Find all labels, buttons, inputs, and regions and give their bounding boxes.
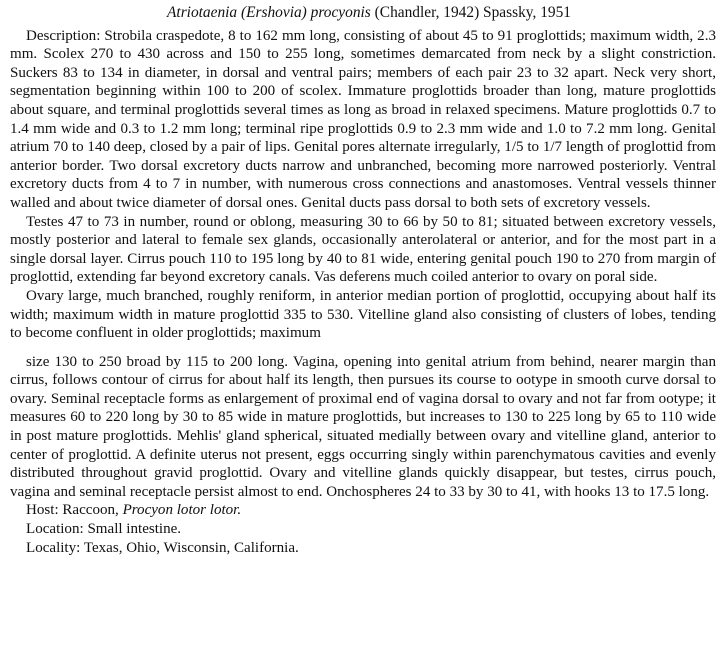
species-heading	[10, 4, 716, 23]
description-paragraph: Description: Strobila craspedote, 8 to 162 mm long, consisting of about 45 to 91 proglottids; maximum width, 2.3 mm. Scolex 270 to 430 across and 150 to 255 long, sometimes demarcated from neck by a slight constriction. Suckers 83 to 134 in diameter, in dorsal and ventral pairs; members of each pair 23 to 32 apart. Neck very short, segmentation beginning within 100 to 200 of scolex. Immature proglottids broader than long, mature proglottids about square, and terminal proglottids several times as long as broad in relaxed specimens. Mature proglottids 0.7 to 1.4 mm wide and 0.3 to 1.2 mm long; terminal ripe proglottids 0.9 to 2.3 mm wide and 1.0 to 7.2 mm long. Genital atrium 70 to 140 deep, closed by a pair of lips. Genital pores alternate irregularly, 1/5 to 1/7 length of proglottid from anterior border. Two dorsal excretory ducts narrow and unbranched, becoming more narrowed posteriorly. Ventral excretory ducts from 4 to 7 in number, with numerous cross connections and anastomoses. Ventral vessels thinner walled and about twice diameter of dorsal ones. Genital ducts pass dorsal to both sets of excretory vessels.	[10, 27, 716, 211]
document-page	[10, 4, 716, 557]
species-name: procyonis	[310, 4, 371, 21]
location-value: Small intestine.	[87, 521, 182, 538]
location-line: Location: Small intestine.	[26, 521, 182, 538]
genus-name: Atriotaenia	[167, 4, 238, 21]
location-label: Location	[26, 521, 80, 538]
locality-value: Texas, Ohio, Wisconsin, California.	[83, 539, 299, 556]
ovary-paragraph: Ovary large, much branched, roughly reniform, in anterior median portion of proglottid, occupying about half its width; maximum width in mature proglottid 335 to 530. Vitelline gland also consisting of clusters of lobes, tending to become confluent in older proglottids; maximum	[10, 287, 716, 342]
description-text: Strobila craspedote, 8 to 162 mm long, consisting of about 45 to 91 proglottids; maximum width, 2.3 mm. Scolex 270 to 430 across and 150 to 255 long, sometimes demarcated from neck by a slight constriction. Suckers 83 to 134 in diameter, in dorsal and ventral pairs; members of each pair 23 to 32 apart. Neck very short, segmentation beginning within 100 to 200 of scolex. Immature proglottids broader than long, mature proglottids about square, and terminal proglottids several times as long as broad in relaxed specimens. Mature proglottids 0.7 to 1.4 mm wide and 0.3 to 1.2 mm long; terminal ripe proglottids 0.9 to 2.3 mm wide and 1.0 to 7.2 mm long. Genital atrium 70 to 140 deep, closed by a pair of lips. Genital pores alternate irregularly, 1/5 to 1/7 length of proglottid from anterior border. Two dorsal excretory ducts narrow and unbranched, becoming more narrowed posteriorly. Ventral excretory ducts from 4 to 7 in number, with numerous cross connections and anastomoses. Ventral vessels thinner walled and about twice diameter of dorsal ones. Genital ducts pass dorsal to both sets of excretory vessels.	[10, 27, 716, 211]
host-line: Host: Raccoon, Procyon lotor lotor.	[26, 502, 242, 519]
host-label: Host	[26, 502, 55, 519]
subgenus-name: (Ershovia)	[240, 4, 307, 21]
description-label: Description	[26, 27, 97, 44]
species-authority: (Chandler, 1942) Spassky, 1951	[374, 4, 571, 21]
locality-label: Locality	[26, 539, 77, 556]
testes-paragraph: Testes 47 to 73 in number, round or oblong, measuring 30 to 66 by 50 to 81; situated between excretory vessels, mostly posterior and lateral to female sex glands, occasionally anterolateral or anterior, and for the most part in a single dorsal layer. Cirrus pouch 110 to 195 long by 40 to 81 wide, entering genital pouch 190 to 270 from margin of proglottid, extending far beyond excretory canals. Vas deferens much coiled anterior to ovary on poral side.	[10, 213, 716, 286]
continuation-paragraph: size 130 to 250 broad by 115 to 200 long. Vagina, opening into genital atrium from behind, nearer margin than cirrus, follows contour of cirrus for about half its length, then pursues its course to ootype in smooth curve dorsal to ovary. Seminal receptacle forms as enlargement of proximal end of vagina dorsal to ovary and not far from ootype; it measures 60 to 220 long by 30 to 85 wide in mature proglottids, but increases to 130 to 225 long by 65 to 110 wide in post mature proglottids. Mehlis' gland spherical, situated medially between ovary and vitelline gland, anterior to center of proglottid. A definite uterus not present, eggs occurring singly within parenchymatous cavities and evenly distributed throughout gravid proglottid. Ovary and vitelline glands quickly disappear, but testes, cirrus pouch, vagina and seminal receptacle persist almost to end. Onchospheres 24 to 33 by 30 to 41, with hooks 13 to 17.5 long.	[10, 353, 716, 500]
host-common-name: Raccoon,	[62, 502, 119, 519]
host-scientific-name: Procyon lotor lotor.	[122, 502, 242, 519]
locality-line: Locality: Texas, Ohio, Wisconsin, California.	[26, 539, 299, 556]
